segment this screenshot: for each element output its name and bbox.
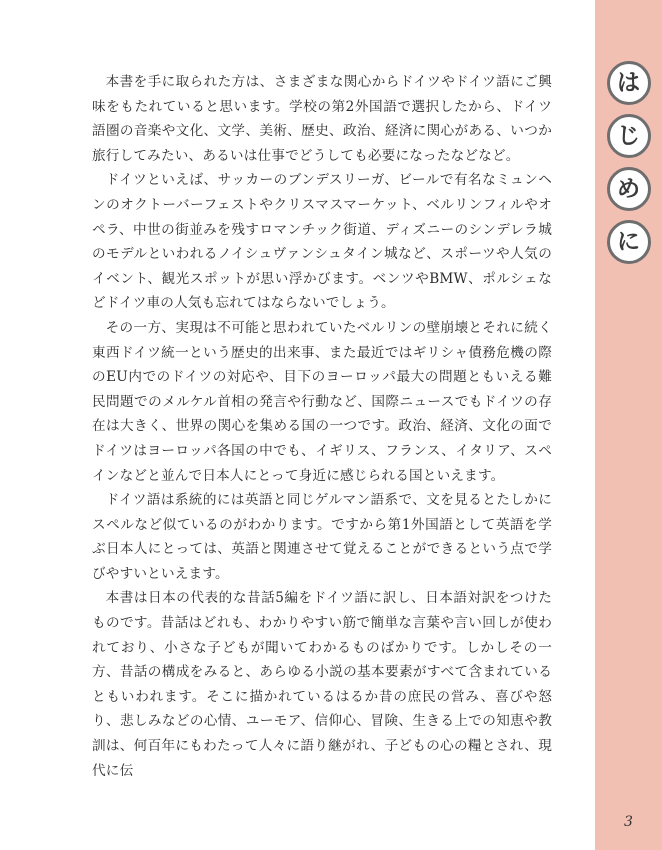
chapter-title xyxy=(595,61,662,264)
title-char-me: め xyxy=(607,167,651,211)
page-number: 3 xyxy=(624,814,633,830)
title-char-ji: じ xyxy=(607,114,651,158)
paragraph: 本書は日本の代表的な昔話5編をドイツ語に訳し、日本語対訳をつけたものです。昔話はどれも、わかりやすい筋で簡単な言葉や言い回しが使われており、小さな子どもが聞いてわかるものばかりです。しかしその一方、昔話の構成をみると、あらゆる小説の基本要素がすべて含まれているともいわれます。そこに描かれているはるか昔の庶民の営み、喜びや怒り、悲しみなどの心情、ユーモア、信仰心、冒険、生きる上での知恵や教訓は、何百年にもわたって人々に語り継がれ、子どもの心の糧とされ、現代に伝 xyxy=(92,590,552,779)
paragraph: ドイツといえば、サッカーのブンデスリーガ、ビールで有名なミュンヘンのオクトーバーフェストやクリスマスマーケット、ベルリンフィルやオペラ、中世の街並みを残すロマンチック街道、ディズニーのシンデレラ城のモデルといわれるノイシュヴァンシュタイン城など、スポーツや人気のイベント、観光スポットが思い浮かびます。ベンツやBMW、ポルシェなどドイツ車の人気も忘れてはならないでしょう。 xyxy=(92,172,552,312)
title-char-ni: に xyxy=(607,220,651,264)
paragraph: その一方、実現は不可能と思われていたベルリンの壁崩壊とそれに続く東西ドイツ統一という歴史的出来事、また最近ではギリシャ債務危機の際のEU内でのドイツの対応や、目下のヨーロッパ最大の問題ともいえる難民問題でのメルケル首相の発言や行動など、国際ニュースでもドイツの存在は大きく、世界の関心を集める国の一つです。政治、経済、文化の面でドイツはヨーロッパ各国の中でも、イギリス、フランス、イタリア、スペインなどと並んで日本人にとって身近に感じられる国といえます。 xyxy=(92,319,552,484)
paragraph: 本書を手に取られた方は、さまざまな関心からドイツやドイツ語にご興味をもたれていると思います。学校の第2外国語で選択したから、ドイツ語圏の音楽や文化、文学、美術、歴史、政治、経済に関心がある、いつか旅行してみたい、あるいは仕事でどうしても必要になったなどなど。 xyxy=(92,74,552,164)
paragraph: ドイツ語は系統的には英語と同じゲルマン語系で、文を見るとたしかにスペルなど似ているのがわかります。ですから第1外国語として英語を学ぶ日本人にとっては、英語と関連させて覚えることができるという点で学びやすいといえます。 xyxy=(92,492,552,582)
title-char-ha: は xyxy=(607,61,651,105)
side-band xyxy=(595,0,662,850)
body-text xyxy=(92,70,552,783)
